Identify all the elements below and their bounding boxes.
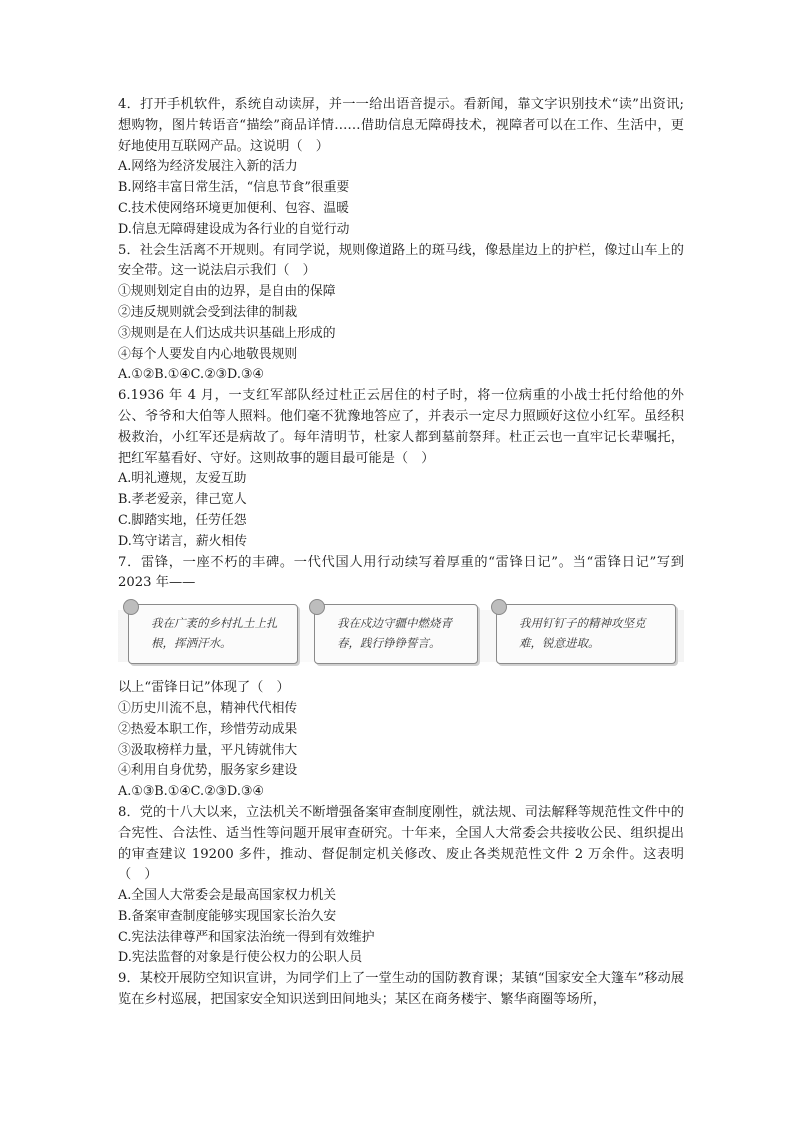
question-6-option-d: D.笃守诺言，薪火相传 — [118, 533, 248, 549]
question-5-stem: 5．社会生活离不开规则。有同学说，规则像道路上的斑马线，像悬崖边上的护栏，像过山车上的安全带。这一说法启示我们（ ） — [118, 242, 684, 279]
diary-card-1-text: 我在广袤的乡村扎土上扎根，挥洒汗水。 — [151, 616, 278, 651]
question-8-option-b: B.备案审查制度能够实现国家长治久安 — [118, 908, 337, 924]
pin-icon — [123, 599, 139, 615]
question-6-stem: 6.1936 年 4 月，一支红军部队经过杜正云居住的村子时，将一位病重的小战士托付给他的外公、爷爷和大伯等人照料。他们毫不犹豫地答应了，并表示一定尽力照顾好这位小红军。虽经积极救治，小红军还是病故了。每年清明节，杜家人都到墓前祭拜。杜正云也一直牢记长辈嘱托，把红军墓看好、守好。这则故事的题目最可能是（ ） — [118, 388, 684, 466]
question-4-option-b: B.网络丰富日常生活，“信息节食”很重要 — [118, 180, 350, 196]
pin-icon — [309, 599, 325, 615]
question-4-stem: 4．打开手机软件，系统自动读屏，并一一给出语音提示。看新闻，靠文字识别技术“读”出资讯;想购物，图片转语音“描绘”商品详情……借助信息无障碍技术，视障者可以在工作、生活中，更好地使用互联网产品。这说明（ ） — [118, 97, 684, 154]
diary-card-3 — [496, 604, 676, 664]
diary-card-2 — [314, 604, 478, 664]
diary-card-2-text: 我在戍边守疆中燃烧青春，践行铮铮誓言。 — [337, 616, 452, 651]
diary-card-1 — [128, 604, 298, 664]
question-5-item-1: ①规则划定自由的边界，是自由的保障 — [118, 284, 336, 300]
question-8-option-c: C.宪法法律尊严和国家法治统一得到有效维护 — [118, 929, 375, 945]
question-8-stem: 8．党的十八大以来，立法机关不断增强备案审查制度刚性，就法规、司法解释等规范性文件中的合宪性、合法性、适当性等问题开展审查研究。十年来，全国人大常委会共接收公民、组织提出的审查建议 19200 多件，推动、督促制定机关修改、废止各类规范性文件 2 万余件。这表明（ ） — [118, 804, 684, 883]
question-5-answer-options: A.①②B.①④C.②③D.③④ — [118, 367, 264, 383]
exam-page — [118, 95, 684, 1011]
question-7-item-1: ①历史川流不息，精神代代相传 — [118, 700, 298, 716]
question-7-answer-options: A.①③B.①④C.②③D.③④ — [118, 784, 264, 800]
diary-card-3-text: 我用钉钉子的精神攻坚克难，锐意进取。 — [519, 616, 646, 651]
question-6-option-a: A.明礼遵规，友爱互助 — [118, 471, 247, 487]
question-9-stem: 9．某校开展防空知识宣讲，为同学们上了一堂生动的国防教育课；某镇“国家安全大篷车”移动展览在乡村巡展，把国家安全知识送到田间地头；某区在商务楼宇、繁华商圈等场所， — [118, 971, 684, 1008]
diary-cards-figure — [118, 600, 684, 674]
question-5-item-2: ②违反规则就会受到法律的制裁 — [118, 304, 298, 320]
question-4-option-c: C.技术使网络环境更加便利、包容、温暖 — [118, 200, 349, 216]
question-4-option-d: D.信息无障碍建设成为各行业的自觉行动 — [118, 221, 350, 237]
question-7-item-2: ②热爱本职工作，珍惜劳动成果 — [118, 721, 298, 737]
question-7-item-4: ④利用自身优势，服务家乡建设 — [118, 763, 298, 779]
question-7-item-3: ③汲取榜样力量，平凡铸就伟大 — [118, 742, 298, 758]
question-7-stem: 7．雷锋，一座不朽的丰碑。一代代国人用行动续写着厚重的“雷锋日记”。当“雷锋日记”写到 2023 年—— — [118, 554, 684, 591]
question-8-option-a: A.全国人大常委会是最高国家权力机关 — [118, 888, 337, 904]
question-7-prompt: 以上“雷锋日记”体现了（ ） — [118, 680, 290, 696]
question-5-item-3: ③规则是在人们达成共识基础上形成的 — [118, 325, 336, 341]
question-5-item-4: ④每个人要发自内心地敬畏规则 — [118, 346, 298, 362]
question-6-option-b: B.孝老爱亲，律己宽人 — [118, 492, 247, 508]
question-8-option-d: D.宪法监督的对象是行使公权力的公职人员 — [118, 950, 363, 966]
pin-icon — [491, 599, 507, 615]
question-6-option-c: C.脚踏实地，任劳任怨 — [118, 512, 247, 528]
question-4-option-a: A.网络为经济发展注入新的活力 — [118, 159, 298, 175]
